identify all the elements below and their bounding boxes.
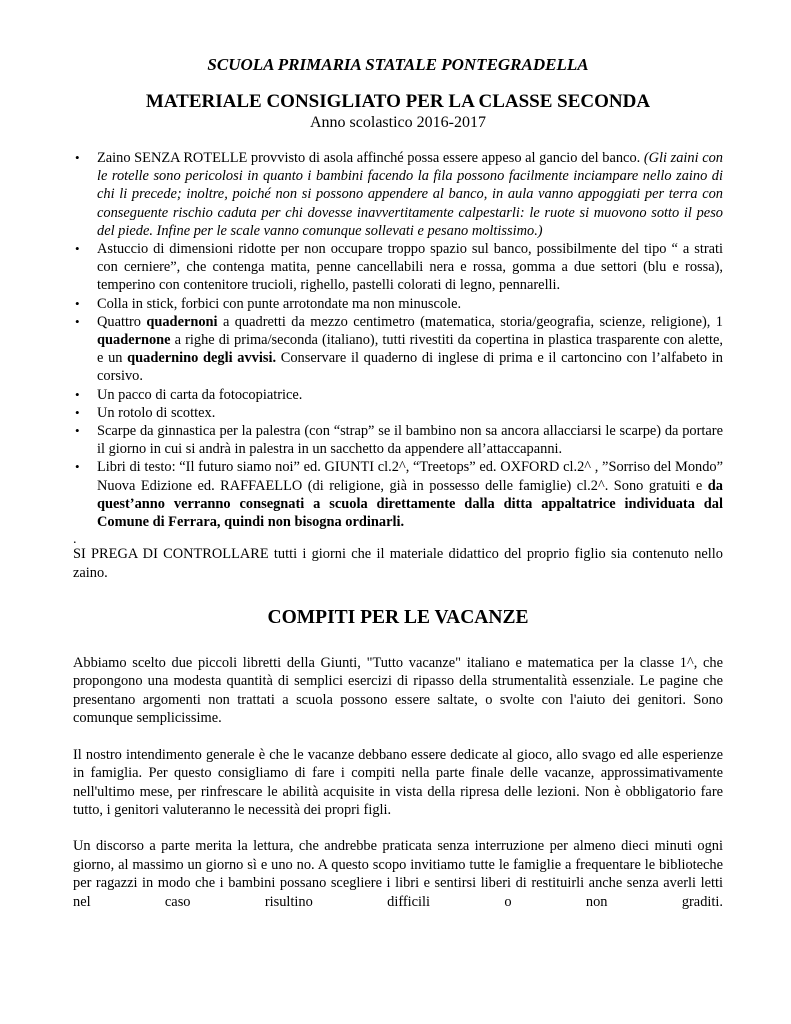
list-item <box>73 404 723 422</box>
item-text: Libri di testo: “Il futuro siamo noi” ed. GIUNTI cl.2^, “Treetops” ed. OXFORD cl.2^ , ”Sorriso del Mondo” Nuova Edizione ed. RAFFAELLO (di religione, già in possesso delle famiglie) cl.2^. Sono gratuiti e <box>97 459 723 494</box>
paragraph: Il nostro intendimento generale è che le vacanze debbano essere dedicate al gioco, allo svago ed alle esperienze in famiglia. Per questo consigliamo di fare i compiti nella parte finale delle vacanze, approssimativamente nell'ultimo mese, per rinfrescare le abilità acquisite in vista della ripresa delle lezioni. Non è obbligatorio fare tutto, i genitori valuteranno le necessità dei propri figli. <box>73 746 723 818</box>
list-item <box>73 149 723 240</box>
item-text: Conservare il quaderno di inglese di prima e il cartoncino con l’alfabeto in corsivo. <box>97 350 723 385</box>
item-bold: da quest’anno verranno consegnati a scuola direttamente dalla ditta appaltatrice individuata dal Comune di Ferrara, quindi non bisogna ordinarli. <box>97 477 723 531</box>
bullet-icon: • <box>75 423 80 439</box>
spacer <box>73 728 723 746</box>
list-item <box>73 313 723 386</box>
school-name: SCUOLA PRIMARIA STATALE PONTEGRADELLA <box>207 55 589 74</box>
spacer <box>73 819 723 837</box>
item-note-italic: (Gli zaini con le rotelle sono pericolosi in quanto i bambini facendo la fila possono facilmente inciampare nello zaino di chi li precede; inoltre, poiché non si possono appendere al banco, in aula vanno appoggiati per terra con conseguente rischio caduta per chi dovesse inavvertitamente calpestarli: le ruote si muovono sotto il peso del piede. Infine per le scale vanno comunque sollevati e pesano moltissimo.) <box>97 150 723 239</box>
section-title: COMPITI PER LE VACANZE <box>267 607 529 629</box>
bullet-icon: • <box>75 313 80 329</box>
document-title: MATERIALE CONSIGLIATO PER LA CLASSE SECONDA <box>145 91 651 112</box>
item-text: Zaino SENZA ROTELLE provvisto di asola affinché possa essere appeso al gancio del banco. <box>97 150 644 166</box>
item-text: a quadretti da mezzo centimetro (matematica, storia/geografia, scienze, religione), 1 <box>217 313 723 330</box>
check-note: SI PREGA DI CONTROLLARE tutti i giorni che il materiale didattico del proprio figlio sia contenuto nello zaino. <box>73 546 723 581</box>
item-bold: quadernoni <box>146 313 218 330</box>
list-item <box>73 295 723 313</box>
bullet-icon: • <box>75 150 80 165</box>
paragraph: Abbiamo scelto due piccoli libretti della Giunti, "Tutto vacanze" italiano e matematica per la classe 1^, che propongono una modesta quantità di semplici esercizi di ripasso della strumentalità essenziale. Le pagine che presentano argomenti non trattati a scuola possono essere saltate, o svolte con l'aiuto dei genitori. Sono comunque semplicissime. <box>73 655 723 727</box>
item-text: Un rotolo di scottex. <box>97 404 216 421</box>
item-text: a righe di prima/seconda (italiano), tutti rivestiti da copertina in plastica trasparente con alette, e un <box>97 332 723 367</box>
item-text: Scarpe da ginnastica per la palestra (con “strap” se il bambino non sa ancora allacciarsi le scarpe) da portare il giorno in cui si andrà in palestra in un sacchetto da appendere all’attaccapanni. <box>97 423 723 458</box>
document-page <box>73 54 723 911</box>
bullet-icon: • <box>75 295 80 311</box>
item-text: Un pacco di carta da fotocopiatrice. <box>97 386 303 403</box>
item-text: Quattro <box>97 313 147 330</box>
item-bold: quadernino degli avvisi. <box>127 350 277 367</box>
paragraph: Un discorso a parte merita la lettura, che andrebbe praticata senza interruzione per almeno dieci minuti ogni giorno, al massimo un giorno sì e uno no. A questo scopo invitiamo tutte le famiglie a frequentare le biblioteche per ragazzi in modo che i bambini possano scegliere i libri e sentirsi liberi di restituirli anche senza averli letti nel caso risultino difficili o non graditi. <box>73 838 723 910</box>
item-bold: quadernone <box>97 332 171 349</box>
list-item <box>73 422 723 458</box>
list-item <box>73 240 723 295</box>
stray-dot: . <box>73 532 77 548</box>
item-text: Astuccio di dimensioni ridotte per non occupare troppo spazio sul banco, possibilmente del tipo “ a strati con cerniere”, che contenga matita, penne cancellabili nera e rossa, gomma a due settori (blu e rossa), temperino con contenitore trucioli, righello, pastelli colorati di legno, pennarelli. <box>97 241 723 294</box>
list-item <box>73 458 723 531</box>
materials-list <box>73 149 723 531</box>
bullet-icon: • <box>75 386 80 402</box>
list-item <box>73 386 723 404</box>
item-text: Colla in stick, forbici con punte arrotondate ma non minuscole. <box>97 295 462 312</box>
bullet-icon: • <box>75 459 80 475</box>
bullet-icon: • <box>75 241 80 257</box>
bullet-icon: • <box>75 404 80 420</box>
school-year: Anno scolastico 2016-2017 <box>310 114 486 131</box>
